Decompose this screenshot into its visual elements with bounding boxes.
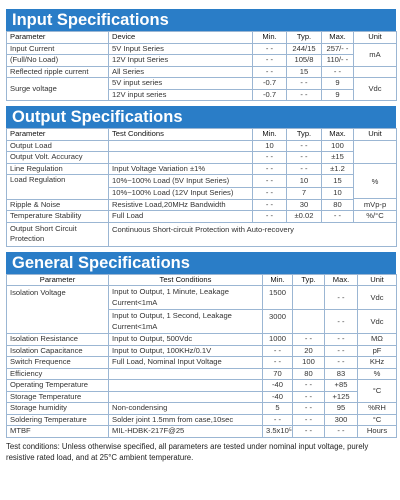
typ-cell: 100	[293, 357, 325, 369]
table-row	[7, 403, 397, 415]
max-cell: - -	[325, 334, 358, 346]
max-cell: 10	[322, 188, 354, 200]
typ-cell: - -	[287, 140, 322, 152]
min-cell: 1000	[263, 334, 293, 346]
col-header: Typ.	[287, 129, 322, 141]
col-header: Device	[109, 32, 253, 44]
unit-cell: Vdc	[358, 286, 397, 310]
table-row	[7, 357, 397, 369]
param-cell: Isolation Capacitance	[7, 345, 109, 357]
col-header: Max.	[325, 274, 358, 286]
table-row	[7, 163, 397, 175]
param-cell: Output Short Circuit Protection	[7, 222, 109, 246]
col-header: Min.	[253, 129, 287, 141]
min-cell: 5	[263, 403, 293, 415]
cond-cell: Input Voltage Variation ±1%	[109, 163, 253, 175]
input-spec-table	[6, 31, 397, 101]
cond-cell: Input to Output, 500Vdc	[109, 334, 263, 346]
device-cell: All Series	[109, 66, 253, 78]
table-row	[7, 380, 397, 392]
min-cell: -0.7	[253, 78, 287, 90]
max-cell: - -	[325, 345, 358, 357]
cond-cell: Full Load	[109, 211, 253, 223]
min-cell: 1500	[263, 286, 293, 310]
min-cell: - -	[253, 66, 287, 78]
typ-cell: - -	[293, 380, 325, 392]
cond-cell	[109, 391, 263, 403]
max-cell: 80	[322, 199, 354, 211]
output-section-title: Output Specifications	[6, 106, 396, 128]
unit-cell: %RH	[358, 403, 397, 415]
table-row	[7, 199, 397, 211]
table-header-row	[7, 274, 397, 286]
unit-cell: KHz	[358, 357, 397, 369]
max-cell: 83	[325, 368, 358, 380]
device-cell: 5V Input Series	[109, 43, 253, 55]
device-cell: 12V input series	[109, 89, 253, 101]
col-header: Unit	[354, 32, 397, 44]
param-cell: Operating Temperature	[7, 380, 109, 392]
max-cell: - -	[325, 357, 358, 369]
general-section-title: General Specifications	[6, 252, 396, 274]
unit-mvpp: mVp-p	[354, 199, 396, 211]
min-cell: -0.7	[253, 89, 287, 101]
typ-cell: - -	[287, 78, 322, 90]
cond-cell: Input to Output, 1 Minute, Leakage Current<1mA	[109, 286, 263, 310]
col-header: Parameter	[7, 274, 109, 286]
min-cell: - -	[263, 414, 293, 426]
cond-cell: 10%~100% Load (5V Input Series)	[109, 175, 253, 188]
param-cell: Output Load	[7, 140, 109, 152]
min-cell: - -	[263, 345, 293, 357]
table-row	[7, 222, 397, 246]
unit-cell: MΩ	[358, 334, 397, 346]
typ-cell: 244/15	[287, 43, 322, 55]
output-spec-table	[6, 128, 397, 247]
typ-cell: - -	[293, 391, 325, 403]
table-row	[7, 368, 397, 380]
unit-cell: pF	[358, 345, 397, 357]
cond-cell: Resistive Load,20MHz Bandwidth	[109, 199, 253, 211]
col-header: Unit	[358, 274, 397, 286]
min-cell: 10	[253, 140, 287, 152]
max-cell: 95	[325, 403, 358, 415]
max-cell: 9	[322, 89, 354, 101]
table-row	[7, 66, 397, 78]
max-cell: - -	[325, 286, 358, 310]
max-cell: 300	[325, 414, 358, 426]
device-cell: 5V input series	[109, 78, 253, 90]
cond-cell: Full Load, Nominal Input Voltage	[109, 357, 263, 369]
table-row	[7, 152, 397, 164]
table-row	[7, 55, 397, 67]
typ-cell: - -	[293, 426, 325, 438]
col-header: Unit	[354, 129, 397, 141]
table-row	[7, 140, 397, 152]
max-cell: - -	[325, 426, 358, 438]
param-cell: Output Volt. Accuracy	[7, 152, 109, 164]
cond-cell: MIL-HDBK-217F@25	[109, 426, 263, 438]
cond-cell	[109, 140, 253, 152]
param-cell: (Full/No Load)	[7, 55, 109, 67]
max-cell: 257/- -	[322, 43, 354, 55]
table-header-row	[7, 129, 397, 141]
param-cell: Soldering Temperature	[7, 414, 109, 426]
min-cell: - -	[253, 55, 287, 67]
param-cell: Isolation Resistance	[7, 334, 109, 346]
device-cell: 12V Input Series	[109, 55, 253, 67]
unit-cell: mA	[354, 43, 397, 66]
table-row	[7, 426, 397, 438]
param-cell: Efficiency	[7, 368, 109, 380]
param-cell: Isolation Voltage	[7, 286, 109, 334]
typ-cell: 20	[293, 345, 325, 357]
param-cell: Switch Frequence	[7, 357, 109, 369]
typ-cell	[293, 286, 325, 310]
table-row	[7, 211, 397, 223]
col-header: Min.	[263, 274, 293, 286]
typ-cell: - -	[293, 334, 325, 346]
param-cell: Load Regulation	[7, 175, 109, 200]
min-cell: - -	[263, 357, 293, 369]
typ-cell: - -	[293, 403, 325, 415]
param-cell: Input Current	[7, 43, 109, 55]
unit-cell: °C	[358, 414, 397, 426]
param-cell: Ripple & Noise	[7, 199, 109, 211]
typ-cell: 80	[293, 368, 325, 380]
unit-cell	[354, 66, 397, 78]
unit-cell: %	[358, 368, 397, 380]
max-cell: ±15	[322, 152, 354, 164]
typ-cell: 7	[287, 188, 322, 200]
unit-cell: Hours	[358, 426, 397, 438]
param-cell: Temperature Stability	[7, 211, 109, 223]
col-header: Test Conditions	[109, 274, 263, 286]
table-row	[7, 391, 397, 403]
max-cell: 100	[322, 140, 354, 152]
col-header: Parameter	[7, 32, 109, 44]
unit-cell: Vdc	[354, 78, 397, 101]
table-row	[7, 345, 397, 357]
min-cell: - -	[253, 163, 287, 175]
max-cell: - -	[325, 310, 358, 334]
min-cell: 3.5x10⁵	[263, 426, 293, 438]
min-cell: - -	[253, 152, 287, 164]
min-cell: - -	[253, 199, 287, 211]
cond-cell: Solder joint 1.5mm from case,10sec	[109, 414, 263, 426]
table-row	[7, 78, 397, 90]
unit-temp-stability: %/°C	[366, 210, 384, 220]
unit-cell	[354, 140, 397, 222]
unit-percent: %	[354, 164, 396, 199]
col-header: Min.	[253, 32, 287, 44]
param-cell: Storage humidity	[7, 403, 109, 415]
min-cell: 3000	[263, 310, 293, 334]
min-cell: -40	[263, 391, 293, 403]
max-cell: 15	[322, 175, 354, 188]
max-cell: ±1.2	[322, 163, 354, 175]
typ-cell	[293, 310, 325, 334]
typ-cell: ±0.02	[287, 211, 322, 223]
typ-cell: 105/8	[287, 55, 322, 67]
general-spec-table	[6, 274, 397, 438]
cond-cell: Non-condensing	[109, 403, 263, 415]
max-cell: 9	[322, 78, 354, 90]
max-cell: - -	[322, 211, 354, 223]
table-row	[7, 414, 397, 426]
col-header: Typ.	[293, 274, 325, 286]
param-cell: MTBF	[7, 426, 109, 438]
typ-cell: - -	[287, 163, 322, 175]
typ-cell: 15	[287, 66, 322, 78]
min-cell: - -	[253, 188, 287, 200]
min-cell: -40	[263, 380, 293, 392]
cond-cell	[109, 368, 263, 380]
table-header-row	[7, 32, 397, 44]
min-cell: 70	[263, 368, 293, 380]
col-header: Test Conditions	[109, 129, 253, 141]
param-cell: Reflected ripple current	[7, 66, 109, 78]
param-cell: Surge voltage	[7, 78, 109, 101]
min-cell: - -	[253, 43, 287, 55]
max-cell: +125	[325, 391, 358, 403]
cond-cell: 10%~100% Load (12V Input Series)	[109, 188, 253, 200]
param-cell: Line Regulation	[7, 163, 109, 175]
cond-cell	[109, 380, 263, 392]
col-header: Typ.	[287, 32, 322, 44]
cond-cell: Input to Output, 100KHz/0.1V	[109, 345, 263, 357]
min-cell: - -	[253, 211, 287, 223]
cond-cell: Input to Output, 1 Second, Leakage Current<1mA	[109, 310, 263, 334]
table-row	[7, 175, 397, 188]
unit-cell: Vdc	[358, 310, 397, 334]
max-cell: +85	[325, 380, 358, 392]
typ-cell: 30	[287, 199, 322, 211]
table-row	[7, 286, 397, 310]
table-row	[7, 43, 397, 55]
typ-cell: - -	[293, 414, 325, 426]
param-cell: Storage Temperature	[7, 391, 109, 403]
input-section-title: Input Specifications	[6, 9, 396, 31]
col-header: Parameter	[7, 129, 109, 141]
typ-cell: - -	[287, 89, 322, 101]
min-cell: - -	[253, 175, 287, 188]
cond-cell: Continuous Short-circuit Protection with Auto-recovery	[109, 222, 397, 246]
test-conditions-note: Test conditions: Unless otherwise specified, all parameters are tested under nominal input voltage, purely resistive rated load, and at 25°C ambient temperature.	[6, 441, 369, 462]
typ-cell: - -	[287, 152, 322, 164]
max-cell: - -	[322, 66, 354, 78]
col-header: Max.	[322, 129, 354, 141]
table-row	[7, 334, 397, 346]
unit-cell: °C	[358, 380, 397, 403]
max-cell: 110/- -	[322, 55, 354, 67]
col-header: Max.	[322, 32, 354, 44]
cond-cell	[109, 152, 253, 164]
typ-cell: 10	[287, 175, 322, 188]
